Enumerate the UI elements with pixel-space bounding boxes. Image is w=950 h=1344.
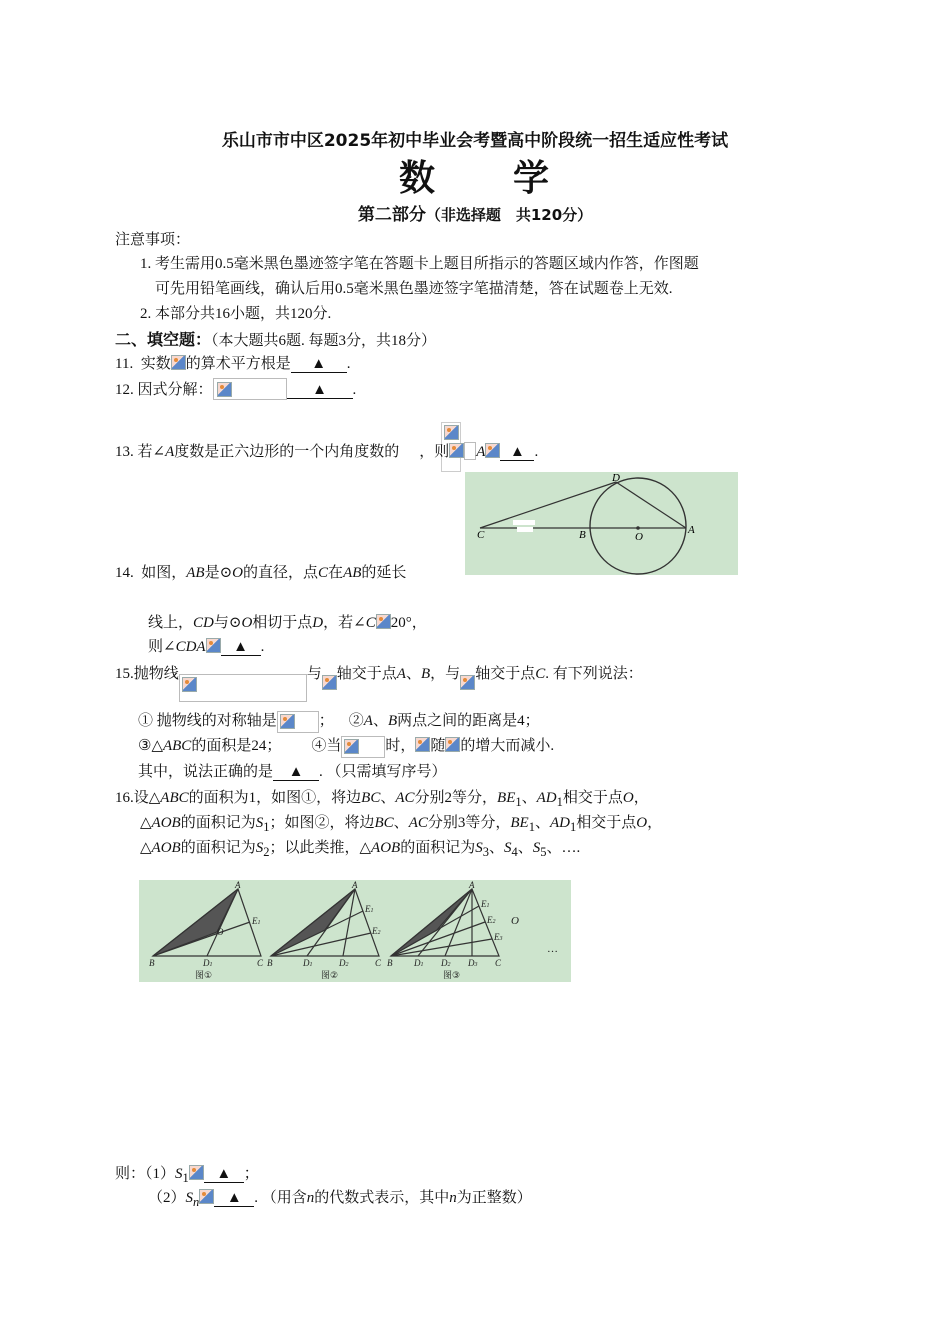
svg-text:B: B xyxy=(267,958,273,968)
svg-text:O: O xyxy=(217,927,224,937)
svg-text:A: A xyxy=(352,880,358,890)
svg-text:B: B xyxy=(579,529,586,541)
notice-item-1-cont: 可先用铅笔画线，确认后用0.5毫米黑色墨迹签字笔描清楚，答在试题卷上无效. xyxy=(155,281,673,297)
circle-figure xyxy=(465,472,738,575)
question-14-line2: 线上，CD与⊙O相切于点D，若∠C 20°， xyxy=(148,615,427,631)
formula-icon xyxy=(217,382,232,397)
formula-icon xyxy=(460,675,475,690)
svg-text:O: O xyxy=(635,531,643,543)
formula-icon xyxy=(322,675,337,690)
svg-text:图①: 图① xyxy=(195,971,213,981)
formula-icon xyxy=(206,638,221,653)
svg-text:D: D xyxy=(612,472,620,484)
svg-text:图②: 图② xyxy=(321,971,339,981)
formula-icon xyxy=(182,677,197,692)
exam-title: 乐山市市中区2025年初中毕业会考暨高中阶段统一招生适应性考试 xyxy=(221,131,729,151)
answer-blank: ▲ xyxy=(287,383,353,399)
svg-text:E1: E1 xyxy=(365,904,374,914)
formula-icon xyxy=(199,1189,214,1204)
notice-item-1: 1. 考生需用0.5毫米黑色墨迹签字笔在答题卡上题目所指示的答题区域内作答，作图题 xyxy=(140,256,699,272)
svg-text:E3: E3 xyxy=(494,932,503,942)
svg-text:A: A xyxy=(469,880,475,890)
svg-text:E1: E1 xyxy=(252,916,261,926)
svg-text:C: C xyxy=(495,958,502,968)
question-15-ask: 其中，说法正确的是 ▲ . （只需填写序号） xyxy=(138,764,447,780)
svg-text:D2: D2 xyxy=(441,958,451,968)
formula-icon xyxy=(280,714,295,729)
answer-blank: ▲ xyxy=(273,765,319,781)
question-15-statement-3-4: ③△ABC的面积是24； ④当 时， 随 的增大而减小. xyxy=(138,734,554,758)
question-15-statement-1-2: ① 抛物线的对称轴是 ； ②A、B两点之间的距离是4； xyxy=(138,709,540,733)
formula-icon xyxy=(449,443,464,458)
formula-icon xyxy=(445,737,460,752)
question-16: 16.设△ABC的面积为1，如图①，将边BC、AC分别2等分，$BE_1$、$AD_1$相交于点O， xyxy=(115,790,649,809)
question-16-line2: △AOB的面积记为$S_1$；如图②，将边BC、AC分别3等分，$BE_1$、$AD_1$相交于点O， xyxy=(140,815,663,834)
question-15: 15.抛物线 与 轴交于点A、B，与 轴交于点C. 有下列说法： xyxy=(115,662,643,702)
svg-text:D1: D1 xyxy=(303,958,313,968)
question-12: 12. 因式分解： ▲ . xyxy=(115,378,356,400)
formula-icon xyxy=(171,355,186,370)
question-13: 13. 若∠A度数是正六边形的一个内角度数的 ，则 A ▲ . xyxy=(115,444,539,460)
svg-text:C: C xyxy=(375,958,382,968)
question-16-ask-2: $(2)S_n$ ▲ . （用含n的代数式表示，其中n为正整数） xyxy=(148,1190,532,1209)
formula-icon xyxy=(344,739,359,754)
question-16-line3: △AOB的面积记为$S_2$；以此类推，△AOB的面积记为$S_3$、$S_4$、$S_5$、…. xyxy=(140,840,581,859)
notice-title: 注意事项： xyxy=(115,232,191,248)
svg-text:A: A xyxy=(235,880,241,890)
circle-diagram xyxy=(465,472,738,575)
svg-text:A: A xyxy=(688,524,695,536)
formula-icon xyxy=(376,614,391,629)
answer-blank: ▲ xyxy=(214,1191,254,1207)
formula-icon xyxy=(189,1165,204,1180)
question-11: 11. 实数 的算术平方根是 ▲ . xyxy=(115,356,351,372)
svg-text:D2: D2 xyxy=(339,958,349,968)
svg-text:O: O xyxy=(511,915,519,927)
triangle-diagram xyxy=(139,880,571,982)
question-16-ask-1: 则：$(1)S_1$ ▲ ； xyxy=(115,1166,259,1185)
svg-text:…: … xyxy=(547,943,558,955)
answer-blank: ▲ xyxy=(291,357,347,373)
formula-icon xyxy=(415,737,430,752)
formula-icon xyxy=(485,443,500,458)
svg-text:E1: E1 xyxy=(481,899,490,909)
notice-item-2: 2. 本部分共16小题，共120分. xyxy=(140,306,332,322)
svg-text:E2: E2 xyxy=(487,915,496,925)
answer-blank: ▲ xyxy=(221,640,261,656)
svg-text:D1: D1 xyxy=(414,958,424,968)
answer-blank: ▲ xyxy=(204,1167,244,1183)
svg-text:C: C xyxy=(477,529,485,541)
part-title: 第二部分（非选择题 共120分） xyxy=(357,205,593,225)
formula-icon xyxy=(444,425,459,440)
section-2-heading: 二、填空题：（本大题共6题. 每题3分，共18分） xyxy=(115,330,437,349)
question-14: 14. 如图，AB是⊙O的直径，点C在AB的延长 xyxy=(115,565,407,581)
svg-text:E2: E2 xyxy=(372,926,381,936)
svg-text:D3: D3 xyxy=(468,958,478,968)
triangle-figures xyxy=(139,880,571,982)
svg-text:图③: 图③ xyxy=(443,971,461,981)
svg-text:C: C xyxy=(257,958,264,968)
answer-blank: ▲ xyxy=(500,445,534,461)
svg-text:B: B xyxy=(149,958,155,968)
subject-title: 数 学 xyxy=(398,158,551,199)
svg-text:D1: D1 xyxy=(203,958,213,968)
question-14-line3: 则∠CDA ▲ . xyxy=(148,639,265,655)
svg-text:B: B xyxy=(387,958,393,968)
